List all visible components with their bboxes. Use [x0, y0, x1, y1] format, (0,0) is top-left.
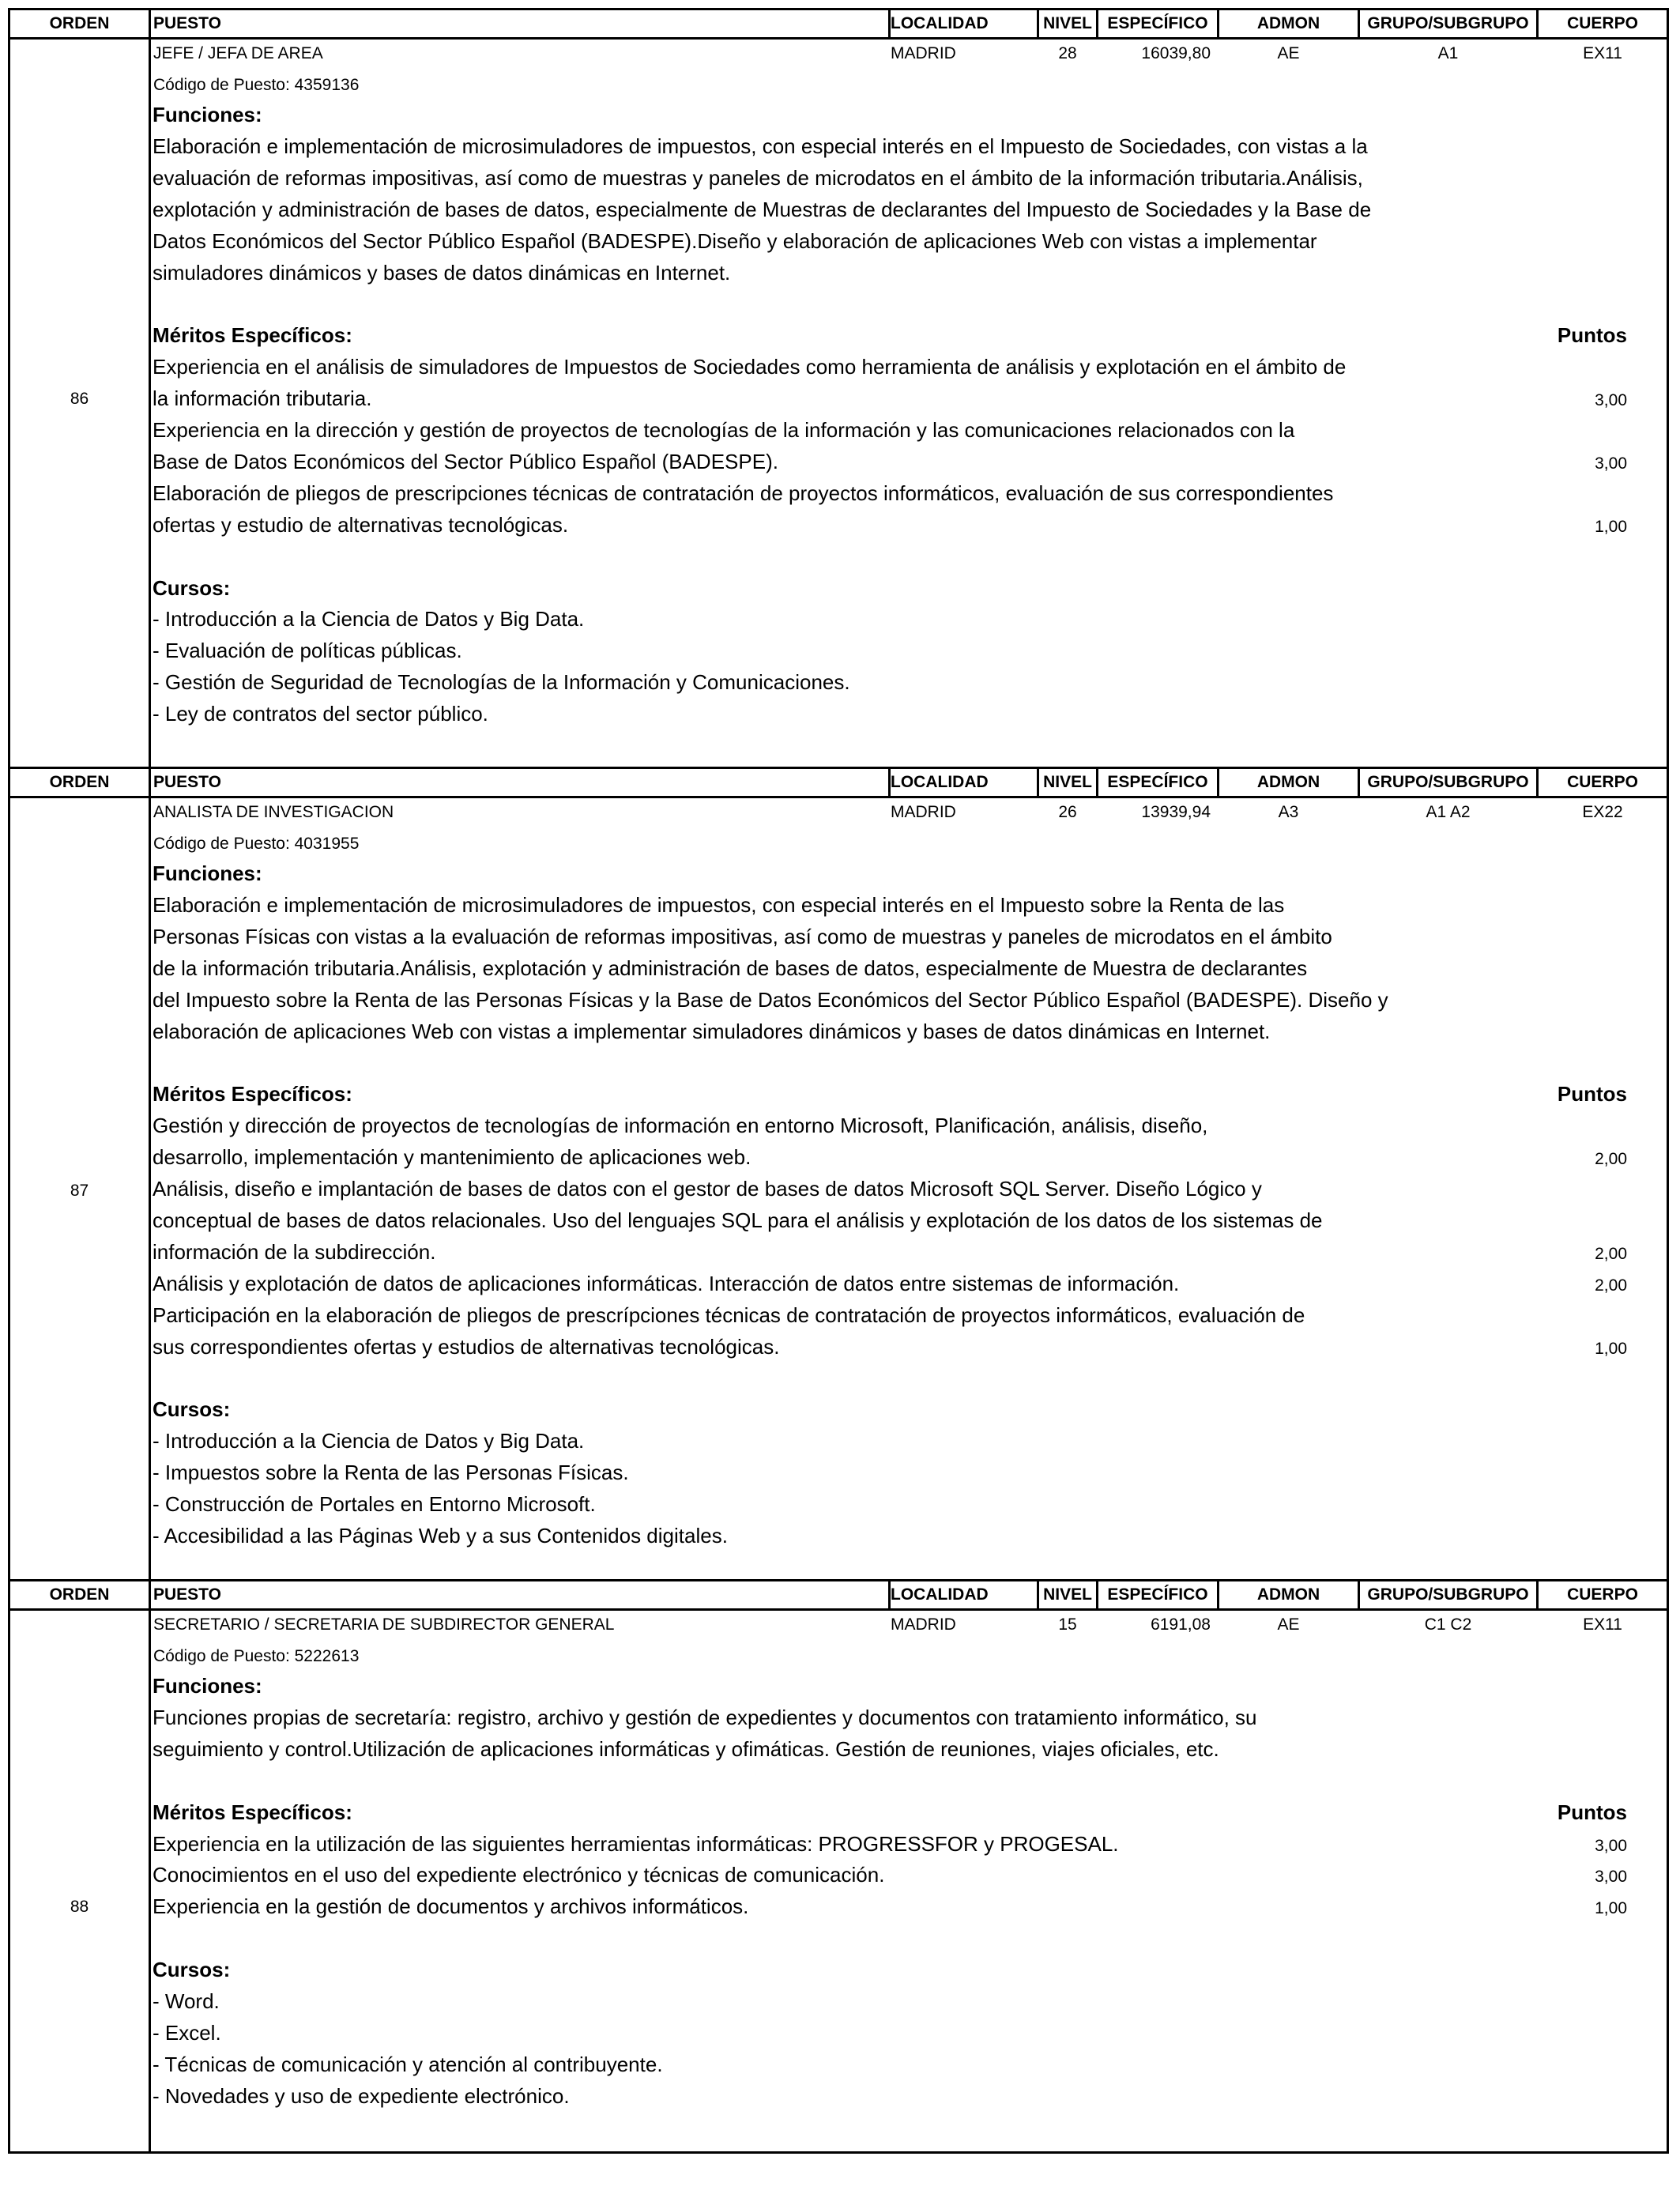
header-grupo: GRUPO/SUBGRUPO	[1367, 1585, 1529, 1604]
merito-line: Experiencia en la dirección y gestión de proyectos de tecnologías de la información y las comunicaciones relacionados con la	[153, 418, 1295, 442]
funciones-line: simuladores dinámicos y bases de datos dinámicas en Internet.	[153, 260, 731, 285]
header-orden: ORDEN	[49, 14, 110, 32]
puesto-puesto: JEFE / JEFA DE AREA	[153, 44, 323, 62]
curso-item: - Evaluación de políticas públicas.	[153, 639, 462, 663]
column-divider	[149, 798, 151, 1579]
header-separator	[888, 1581, 891, 1608]
puesto-nivel: 26	[1058, 803, 1077, 821]
column-divider	[149, 1611, 151, 2151]
header-separator	[149, 1581, 151, 1608]
header-separator	[888, 769, 891, 796]
curso-item: - Construcción de Portales en Entorno Microsoft.	[153, 1492, 596, 1516]
header-separator	[1358, 1581, 1360, 1608]
merito-line: Experiencia en el análisis de simuladores de Impuestos de Sociedades como herramienta de análisis y explotación en el ámbito de	[153, 355, 1347, 379]
cursos-heading: Cursos:	[153, 575, 231, 600]
merito-line: ofertas y estudio de alternativas tecnológicas.	[153, 512, 569, 537]
header-separator	[1217, 10, 1219, 37]
merito-line: Experiencia en la gestión de documentos y archivos informáticos.	[153, 1894, 749, 1919]
puesto-grupo: A1 A2	[1426, 803, 1471, 821]
header-separator	[1217, 1581, 1219, 1608]
meritos-heading: Méritos Específicos:	[153, 323, 352, 348]
curso-item: - Word.	[153, 1989, 220, 2013]
puesto-admon: AE	[1277, 1615, 1300, 1634]
funciones-line: Funciones propias de secretaría: registro, archivo y gestión de expedientes y documentos con tratamiento informático, su	[153, 1705, 1257, 1729]
merito-points: 3,00	[1595, 454, 1627, 473]
puesto-localidad: MADRID	[891, 44, 956, 62]
funciones-line: seguimiento y control.Utilización de aplicaciones informáticas y ofimáticas. Gestión de reuniones, viajes oficiales, etc.	[153, 1736, 1219, 1761]
curso-item: - Accesibilidad a las Páginas Web y a sus Contenidos digitales.	[153, 1523, 728, 1547]
merito-points: 1,00	[1595, 1339, 1627, 1358]
merito-points: 2,00	[1595, 1276, 1627, 1295]
header-separator	[1358, 769, 1360, 796]
header-localidad: LOCALIDAD	[891, 14, 989, 32]
puesto-especifico: 16039,80	[1141, 44, 1211, 62]
orden-number: 86	[70, 390, 89, 408]
codigo-puesto: Código de Puesto: 4359136	[153, 76, 360, 94]
curso-item: - Introducción a la Ciencia de Datos y Big Data.	[153, 607, 585, 631]
merito-line: Experiencia en la utilización de las siguientes herramientas informáticas: PROGRESSFOR y PROGESAL.	[153, 1831, 1119, 1856]
puesto-localidad: MADRID	[891, 803, 956, 821]
funciones-line: Elaboración e implementación de microsimuladores de impuestos, con especial interés en el Impuesto sobre la Renta de las	[153, 892, 1285, 917]
funciones-heading: Funciones:	[153, 103, 262, 126]
header-orden: ORDEN	[49, 1585, 110, 1604]
header-orden: ORDEN	[49, 773, 110, 791]
puesto-especifico: 13939,94	[1141, 803, 1211, 821]
puesto-localidad: MADRID	[891, 1615, 956, 1634]
table-header	[10, 8, 1667, 40]
table-header	[10, 1579, 1667, 1611]
puesto-cuerpo: EX11	[1583, 44, 1622, 62]
cursos-heading: Cursos:	[153, 1958, 231, 1982]
header-especifico: ESPECÍFICO	[1107, 1585, 1208, 1604]
merito-line: la información tributaria.	[153, 386, 372, 411]
header-separator	[1037, 769, 1039, 796]
merito-line: Conocimientos en el uso del expediente electrónico y técnicas de comunicación.	[153, 1863, 885, 1887]
merito-points: 3,00	[1595, 1868, 1627, 1887]
positions-document	[8, 8, 1669, 2154]
header-separator	[1037, 10, 1039, 37]
header-separator	[1096, 10, 1098, 37]
funciones-line: Elaboración e implementación de microsimuladores de impuestos, con especial interés en el Impuesto de Sociedades, con vistas a la	[153, 134, 1368, 158]
funciones-line: explotación y administración de bases de datos, especialmente de Muestras de declarantes del Impuesto de Sociedades y la Base de	[153, 197, 1372, 221]
position-body	[10, 40, 1667, 767]
funciones-line: elaboración de aplicaciones Web con vistas a implementar simuladores dinámicos y bases de datos dinámicas en Internet.	[153, 1019, 1271, 1043]
puesto-grupo: A1	[1437, 44, 1459, 62]
puntos-heading: Puntos	[1557, 1082, 1627, 1106]
header-separator	[1037, 1581, 1039, 1608]
merito-line: desarrollo, implementación y mantenimiento de aplicaciones web.	[153, 1145, 751, 1170]
merito-points: 1,00	[1595, 517, 1627, 536]
curso-item: - Excel.	[153, 2020, 221, 2045]
merito-line: información de la subdirección.	[153, 1239, 436, 1264]
puntos-heading: Puntos	[1557, 323, 1627, 348]
codigo-puesto: Código de Puesto: 4031955	[153, 835, 360, 853]
puesto-cuerpo: EX11	[1583, 1615, 1622, 1634]
header-separator	[1536, 1581, 1539, 1608]
header-nivel: NIVEL	[1043, 14, 1092, 32]
header-grupo: GRUPO/SUBGRUPO	[1367, 773, 1529, 791]
merito-line: conceptual de bases de datos relacionales. Uso del lenguajes SQL para el análisis y explotación de los datos de los sistemas de	[153, 1208, 1323, 1232]
column-divider	[149, 40, 151, 767]
merito-line: Análisis, diseño e implantación de bases de datos con el gestor de bases de datos Microsoft SQL Server. Diseño Lógico y	[153, 1177, 1262, 1201]
merito-points: 1,00	[1595, 1899, 1627, 1918]
funciones-line: Personas Físicas con vistas a la evaluación de reformas impositivas, así como de muestras y paneles de microdatos en el ámbito	[153, 924, 1332, 948]
header-separator	[1217, 769, 1219, 796]
curso-item: - Introducción a la Ciencia de Datos y Big Data.	[153, 1429, 585, 1453]
table-header	[10, 767, 1667, 798]
merito-points: 3,00	[1595, 391, 1627, 410]
orden-number: 88	[70, 1898, 89, 1916]
header-especifico: ESPECÍFICO	[1107, 14, 1208, 32]
position-body	[10, 1611, 1667, 2151]
merito-line: Base de Datos Económicos del Sector Público Español (BADESPE).	[153, 449, 778, 473]
puesto-especifico: 6191,08	[1151, 1615, 1211, 1634]
puesto-grupo: C1 C2	[1424, 1615, 1472, 1634]
header-cuerpo: CUERPO	[1567, 14, 1638, 32]
header-separator	[1096, 1581, 1098, 1608]
header-separator	[1536, 769, 1539, 796]
header-puesto: PUESTO	[153, 773, 221, 791]
header-admon: ADMON	[1256, 773, 1320, 791]
puntos-heading: Puntos	[1557, 1800, 1627, 1824]
meritos-heading: Méritos Específicos:	[153, 1082, 352, 1106]
codigo-puesto: Código de Puesto: 5222613	[153, 1647, 360, 1665]
cursos-heading: Cursos:	[153, 1397, 231, 1422]
header-nivel: NIVEL	[1043, 1585, 1092, 1604]
funciones-heading: Funciones:	[153, 1674, 262, 1698]
header-grupo: GRUPO/SUBGRUPO	[1367, 14, 1529, 32]
header-separator	[1536, 10, 1539, 37]
header-separator	[149, 769, 151, 796]
header-localidad: LOCALIDAD	[891, 1585, 989, 1604]
puesto-nivel: 28	[1058, 44, 1077, 62]
orden-number: 87	[70, 1182, 89, 1200]
header-separator	[1096, 769, 1098, 796]
puesto-admon: AE	[1277, 44, 1300, 62]
puesto-nivel: 15	[1058, 1615, 1077, 1634]
curso-item: - Gestión de Seguridad de Tecnologías de la Información y Comunicaciones.	[153, 670, 850, 695]
position-block	[8, 1579, 1669, 2154]
funciones-line: evaluación de reformas impositivas, así como de muestras y paneles de microdatos en el ámbito de la información tributaria.Análisis,	[153, 165, 1363, 190]
header-admon: ADMON	[1256, 14, 1320, 32]
merito-line: sus correspondientes ofertas y estudios de alternativas tecnológicas.	[153, 1334, 780, 1359]
meritos-heading: Méritos Específicos:	[153, 1800, 352, 1824]
curso-item: - Técnicas de comunicación y atención al contribuyente.	[153, 2052, 663, 2076]
funciones-heading: Funciones:	[153, 861, 262, 885]
funciones-line: Datos Económicos del Sector Público Español (BADESPE).Diseño y elaboración de aplicaciones Web con vistas a implementar	[153, 228, 1317, 253]
header-separator	[888, 10, 891, 37]
merito-line: Participación en la elaboración de pliegos de prescrípciones técnicas de contratación de proyectos informáticos, evaluación de	[153, 1302, 1305, 1327]
puesto-puesto: SECRETARIO / SECRETARIA DE SUBDIRECTOR GENERAL	[153, 1615, 615, 1634]
curso-item: - Ley de contratos del sector público.	[153, 702, 488, 726]
header-especifico: ESPECÍFICO	[1107, 773, 1208, 791]
header-cuerpo: CUERPO	[1567, 773, 1638, 791]
header-separator	[1358, 10, 1360, 37]
merito-line: Gestión y dirección de proyectos de tecnologías de información en entorno Microsoft, Planificación, análisis, diseño,	[153, 1114, 1208, 1138]
puesto-admon: A3	[1278, 803, 1299, 821]
merito-points: 2,00	[1595, 1150, 1627, 1169]
header-puesto: PUESTO	[153, 14, 221, 32]
position-block	[8, 8, 1669, 767]
puesto-puesto: ANALISTA DE INVESTIGACION	[153, 803, 394, 821]
header-separator	[149, 10, 151, 37]
position-block	[8, 767, 1669, 1579]
curso-item: - Impuestos sobre la Renta de las Personas Físicas.	[153, 1461, 629, 1485]
puesto-cuerpo: EX22	[1582, 803, 1623, 821]
funciones-line: del Impuesto sobre la Renta de las Personas Físicas y la Base de Datos Económicos del Sector Público Español (BADESPE). Diseño y	[153, 987, 1388, 1012]
header-nivel: NIVEL	[1043, 773, 1092, 791]
header-admon: ADMON	[1256, 1585, 1320, 1604]
curso-item: - Novedades y uso de expediente electrónico.	[153, 2083, 570, 2108]
merito-points: 2,00	[1595, 1244, 1627, 1263]
merito-line: Elaboración de pliegos de prescripciones técnicas de contratación de proyectos informáticos, evaluación de sus correspondientes	[153, 481, 1334, 505]
merito-line: Análisis y explotación de datos de aplicaciones informáticas. Interacción de datos entre sistemas de información.	[153, 1271, 1180, 1295]
merito-points: 3,00	[1595, 1836, 1627, 1855]
funciones-line: de la información tributaria.Análisis, explotación y administración de bases de datos, especialmente de Muestra de declarantes	[153, 956, 1308, 980]
position-body	[10, 798, 1667, 1579]
header-cuerpo: CUERPO	[1567, 1585, 1638, 1604]
header-puesto: PUESTO	[153, 1585, 221, 1604]
header-localidad: LOCALIDAD	[891, 773, 989, 791]
